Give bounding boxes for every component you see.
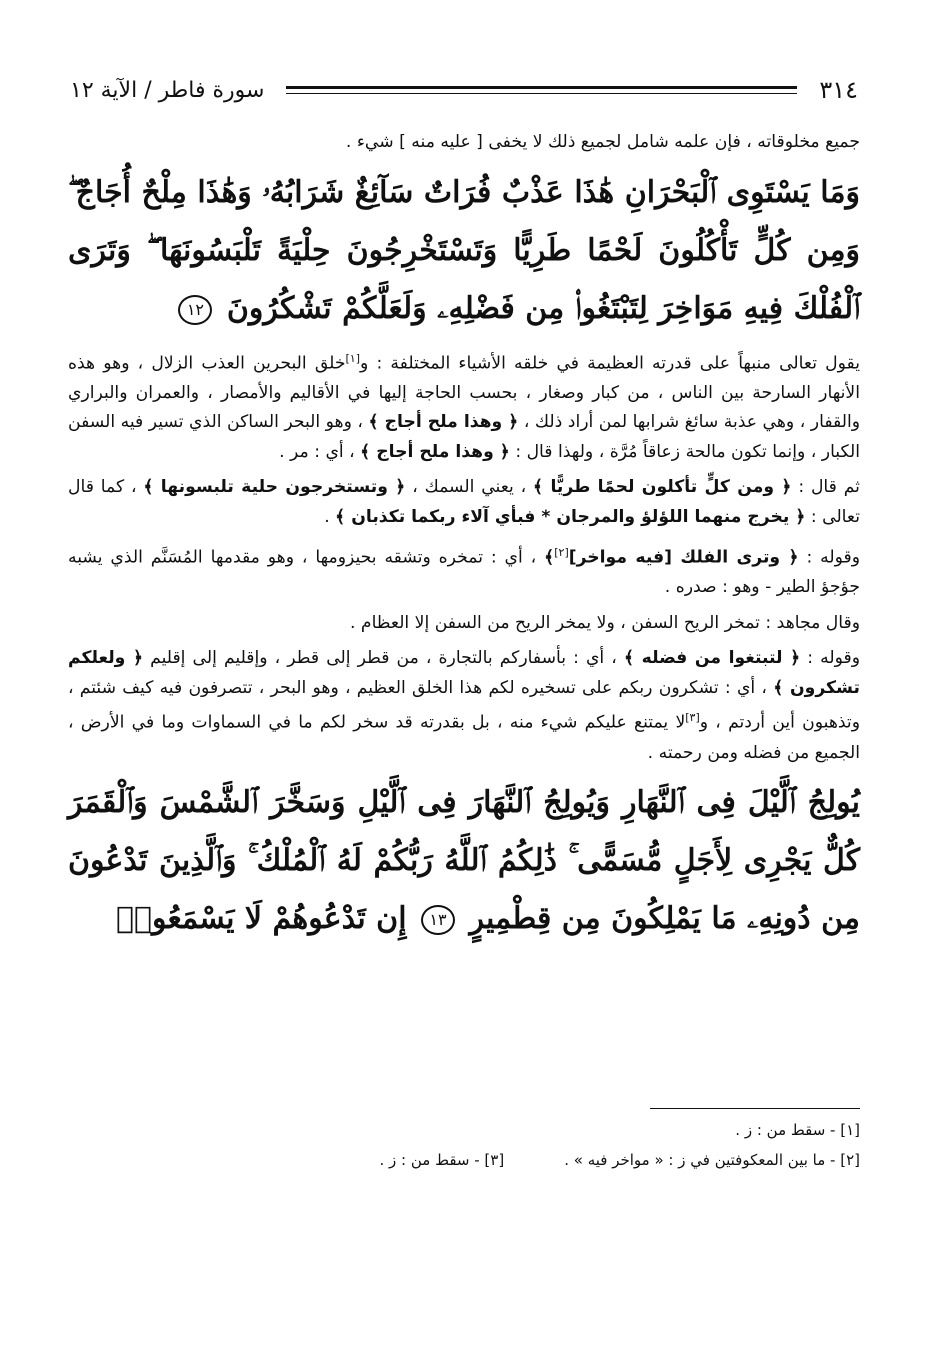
verse-text: وَمَا يَسْتَوِى ٱلْبَحْرَانِ هَٰذَا عَذْبٌ فُرَاتٌ سَآئِغٌ شَرَابُهُۥ وَهَٰذَا مِلْحٌ أُجَاجٌ ۖ وَمِن كُلٍّ تَأْكُلُونَ لَحْمًا طَرِيًّا وَتَسْتَخْرِجُونَ حِلْيَةً تَلْبَسُونَهَا ۖ وَتَرَى ٱلْفُلْكَ فِيهِ مَوَاخِرَ لِتَبْتَغُوا۟ مِن فَضْلِهِۦ وَلَعَلَّكُمْ تَشْكُرُونَ <box>68 174 860 326</box>
text-run: ، أي : تشكرون ربكم على تسخيره لكم هذا الخلق العظيم ، وهو البحر ، تتصرفون فيه كيف شئتم ، وتذهبون أين أردتم ، و <box>68 677 860 734</box>
footnote-1: [١] - سقط من : ز . <box>735 1121 860 1139</box>
quote-bold: ﴿ وتستخرجون حلية تلبسونها ﴾ <box>143 477 406 498</box>
quote-bold: ﴿ وهذا ملح أجاج ﴾ <box>360 441 510 462</box>
text-run: ثم قال : <box>798 477 860 498</box>
text-run: يقول تعالى منبهاً على قدرته العظيمة في خلقه الأشياء المختلفة : و <box>359 353 860 374</box>
header-rule <box>286 86 797 94</box>
text-run: وقوله : <box>806 547 861 568</box>
text-run: خلق البحرين العذب الزلال ، وهو هذه الأنهار السارحة بين الناس ، من كبار وصغار ، بحسب الحاجة إليها في الأقاليم والأمصار ، والعمران والبراري والقفار ، وهي عذبة سائغ شرابها لمن أراد ذلك ، <box>68 353 861 433</box>
text-run: ، يعني السمك ، <box>412 477 527 498</box>
ayah-number-marker: ١٢ <box>178 295 212 325</box>
verse-text: يُولِجُ ٱلَّيْلَ فِى ٱلنَّهَارِ وَيُولِجُ ٱلنَّهَارَ فِى ٱلَّيْلِ وَسَخَّرَ ٱلشَّمْسَ وَٱلْقَمَرَ كُلٌّ يَجْرِى لِأَجَلٍ مُّسَمًّى ۚ ذَٰلِكُمُ ٱللَّهُ رَبُّكُمْ لَهُ ٱلْمُلْكُ ۚ وَٱلَّذِينَ تَدْعُونَ مِن دُونِهِۦ مَا يَمْلِكُونَ مِن قِطْمِيرٍ <box>68 785 860 937</box>
page-body <box>68 128 860 954</box>
tafsir-paragraph-2 <box>68 473 860 532</box>
verse-text-continued: إِن تَدْعُوهُمْ لَا يَسْمَعُوا۟ <box>116 901 407 937</box>
paragraph-continuation: جميع مخلوقاته ، فإن علمه شامل لجميع ذلك لا يخفى [ عليه منه ] شيء . <box>345 132 860 152</box>
quran-verse-13 <box>68 774 860 948</box>
tafsir-paragraph-3 <box>68 538 860 603</box>
quran-verse-12 <box>68 164 860 338</box>
quote-bold: ﴿ لتبتغوا من فضله ﴾ <box>623 648 801 669</box>
footnote-rule <box>650 1108 860 1109</box>
footnote-row <box>68 1145 860 1175</box>
quote-bold: ﴿ وترى الفلك [فيه مواخر] <box>568 547 799 568</box>
text-run: ، وهو البحر الساكن الذي تسير فيه السفن الكبار ، وإنما تكون مالحة زعاقاً مُرَّة ، ولهذا قال : <box>68 412 860 462</box>
quote-bold: ﴿ وهذا ملح أجاج ﴾ <box>368 412 519 433</box>
ayah-number-marker: ١٣ <box>421 905 455 935</box>
page-header <box>70 72 858 108</box>
tafsir-paragraph-5 <box>68 644 860 768</box>
text-run: لا يمتنع عليكم شيء منه ، بل بقدرته قد سخر لكم ما في السماوات وما في الأرض ، الجميع من فضله ومن رحمته . <box>68 713 860 763</box>
tafsir-paragraph-4: وقال مجاهد : تمخر الريح السفن ، ولا يمخر الريح من السفن إلا العظام . <box>350 612 860 633</box>
footnote-3: [٣] - سقط من : ز . <box>379 1151 505 1169</box>
footnote-ref-3: [٣] <box>685 711 700 725</box>
text-run: ، كما قال تعالى : <box>68 477 860 527</box>
quote-bold: ﴿ ولعلكم تشكرون ﴾ <box>68 648 860 698</box>
quote-bold-end: ﴾ <box>544 547 555 568</box>
running-title: سورة فاطر / الآية ١٢ <box>70 77 265 103</box>
tafsir-paragraph-1 <box>68 344 860 468</box>
page-number: ٣١٤ <box>819 76 858 104</box>
text-run: ، أي : تمخره وتشقه بحيزومها ، وهو مقدمها المُسَنَّم الذي يشبه جؤجؤ الطير - وهو : صدره . <box>68 547 860 598</box>
footnotes <box>68 1108 860 1175</box>
text-run: . <box>324 506 330 527</box>
footnote-ref-1: [١] <box>345 351 360 365</box>
text-run: ، أي : مر . <box>279 441 355 462</box>
quote-bold: ﴿ ومن كلٍّ تأكلون لحمًا طريًّا ﴾ <box>533 477 792 498</box>
text-run: ، أي : بأسفاركم بالتجارة ، من قطر إلى قطر ، وإقليم إلى إقليم <box>150 648 617 669</box>
quote-bold: ﴿ يخرج منهما اللؤلؤ والمرجان * فبأي آلاء ربكما تكذبان ﴾ <box>335 506 806 527</box>
footnote-2: [٢] - ما بين المعكوفتين في ز : « مواخر فيه » . <box>564 1151 860 1169</box>
footnote-ref-2: [٢] <box>554 546 569 560</box>
text-run: وقوله : <box>807 648 861 669</box>
